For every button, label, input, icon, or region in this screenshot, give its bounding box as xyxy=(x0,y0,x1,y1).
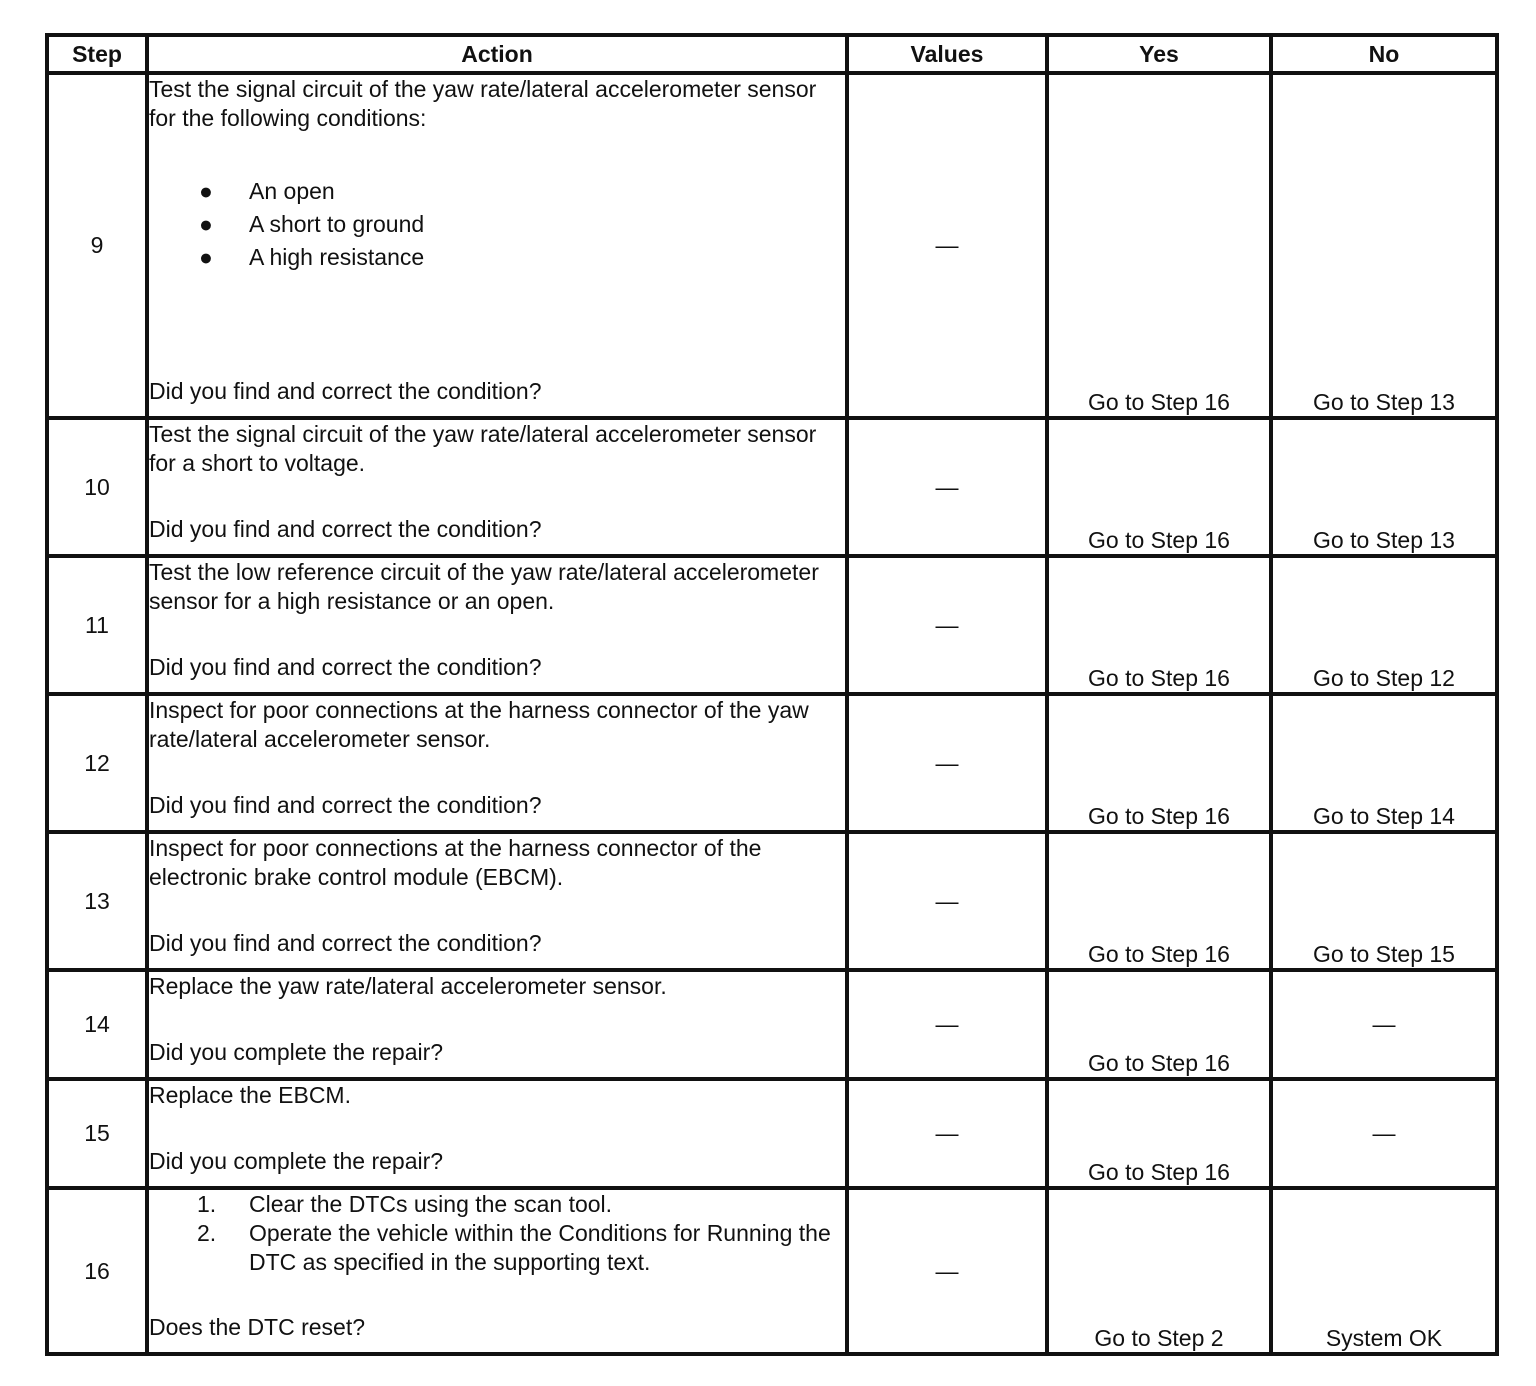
no-cell: Go to Step 13 xyxy=(1271,418,1497,556)
list-item: ● A high resistance xyxy=(149,241,845,274)
table-row-step-9 xyxy=(47,73,1497,418)
list-item: ● An open xyxy=(149,175,845,208)
values-cell: — xyxy=(847,73,1047,418)
header-yes: Yes xyxy=(1047,35,1271,73)
yes-cell: Go to Step 16 xyxy=(1047,73,1271,418)
action-text: Replace the EBCM. xyxy=(149,1082,351,1108)
procedure-list xyxy=(149,1190,845,1277)
action-text: Test the signal circuit of the yaw rate/lateral accelerometer sensor for the following conditions: xyxy=(149,76,817,131)
table-row-step-11 xyxy=(47,556,1497,694)
bullet-icon: ● xyxy=(199,244,213,270)
yes-cell: Go to Step 16 xyxy=(1047,970,1271,1079)
list-item: 1. Clear the DTCs using the scan tool. xyxy=(197,1191,613,1217)
no-cell: — xyxy=(1271,1079,1497,1188)
action-question: Did you find and correct the condition? xyxy=(149,654,542,680)
no-cell: System OK xyxy=(1271,1188,1497,1354)
action-cell xyxy=(147,73,847,418)
table-row-step-10 xyxy=(47,418,1497,556)
action-question: Did you find and correct the condition? xyxy=(149,378,542,404)
yes-cell: Go to Step 16 xyxy=(1047,556,1271,694)
action-question: Did you find and correct the condition? xyxy=(149,792,542,818)
action-cell xyxy=(147,1079,847,1188)
step-number: 11 xyxy=(47,556,147,694)
step-number: 15 xyxy=(47,1079,147,1188)
action-cell xyxy=(147,970,847,1079)
values-cell: — xyxy=(847,1079,1047,1188)
action-cell xyxy=(147,694,847,832)
list-item: 2. Operate the vehicle within the Conditions for Running the DTC as specified in the supporting text. xyxy=(197,1220,831,1275)
bullet-icon: ● xyxy=(199,178,213,204)
step-number: 9 xyxy=(47,73,147,418)
yes-cell: Go to Step 16 xyxy=(1047,832,1271,970)
header-step: Step xyxy=(47,35,147,73)
table-row-step-14 xyxy=(47,970,1497,1079)
values-cell: — xyxy=(847,694,1047,832)
action-text: Inspect for poor connections at the harness connector of the yaw rate/lateral accelerometer sensor. xyxy=(149,697,809,752)
action-cell xyxy=(147,556,847,694)
yes-cell: Go to Step 16 xyxy=(1047,694,1271,832)
no-cell: Go to Step 12 xyxy=(1271,556,1497,694)
header-values: Values xyxy=(847,35,1047,73)
action-cell xyxy=(147,832,847,970)
values-cell: — xyxy=(847,556,1047,694)
step-number: 16 xyxy=(47,1188,147,1354)
yes-cell: Go to Step 16 xyxy=(1047,418,1271,556)
action-question: Did you complete the repair? xyxy=(149,1148,444,1174)
action-question: Does the DTC reset? xyxy=(149,1314,366,1340)
no-cell: Go to Step 13 xyxy=(1271,73,1497,418)
values-cell: — xyxy=(847,970,1047,1079)
header-row xyxy=(47,35,1497,73)
action-text: Test the signal circuit of the yaw rate/lateral accelerometer sensor for a short to voltage. xyxy=(149,421,817,476)
action-question: Did you complete the repair? xyxy=(149,1039,444,1065)
table-row-step-15 xyxy=(47,1079,1497,1188)
table-row-step-13 xyxy=(47,832,1497,970)
table-row-step-12 xyxy=(47,694,1497,832)
bullet-icon: ● xyxy=(199,211,213,237)
diagnostic-table xyxy=(45,33,1499,1356)
no-cell: — xyxy=(1271,970,1497,1079)
values-cell: — xyxy=(847,832,1047,970)
step-number: 12 xyxy=(47,694,147,832)
action-text: Replace the yaw rate/lateral accelerometer sensor. xyxy=(149,973,667,999)
step-number: 14 xyxy=(47,970,147,1079)
action-cell xyxy=(147,1188,847,1354)
yes-cell: Go to Step 16 xyxy=(1047,1079,1271,1188)
step-number: 10 xyxy=(47,418,147,556)
action-text: Test the low reference circuit of the yaw rate/lateral accelerometer sensor for a high resistance or an open. xyxy=(149,559,819,614)
no-cell: Go to Step 14 xyxy=(1271,694,1497,832)
action-question: Did you find and correct the condition? xyxy=(149,516,542,542)
no-cell: Go to Step 15 xyxy=(1271,832,1497,970)
table-row-step-16 xyxy=(47,1188,1497,1354)
yes-cell: Go to Step 2 xyxy=(1047,1188,1271,1354)
action-question: Did you find and correct the condition? xyxy=(149,930,542,956)
header-action: Action xyxy=(147,35,847,73)
step-number: 13 xyxy=(47,832,147,970)
condition-list xyxy=(149,175,845,274)
action-text: Inspect for poor connections at the harness connector of the electronic brake control module (EBCM). xyxy=(149,835,762,890)
list-item: ● A short to ground xyxy=(149,208,845,241)
values-cell: — xyxy=(847,1188,1047,1354)
header-no: No xyxy=(1271,35,1497,73)
values-cell: — xyxy=(847,418,1047,556)
action-cell xyxy=(147,418,847,556)
